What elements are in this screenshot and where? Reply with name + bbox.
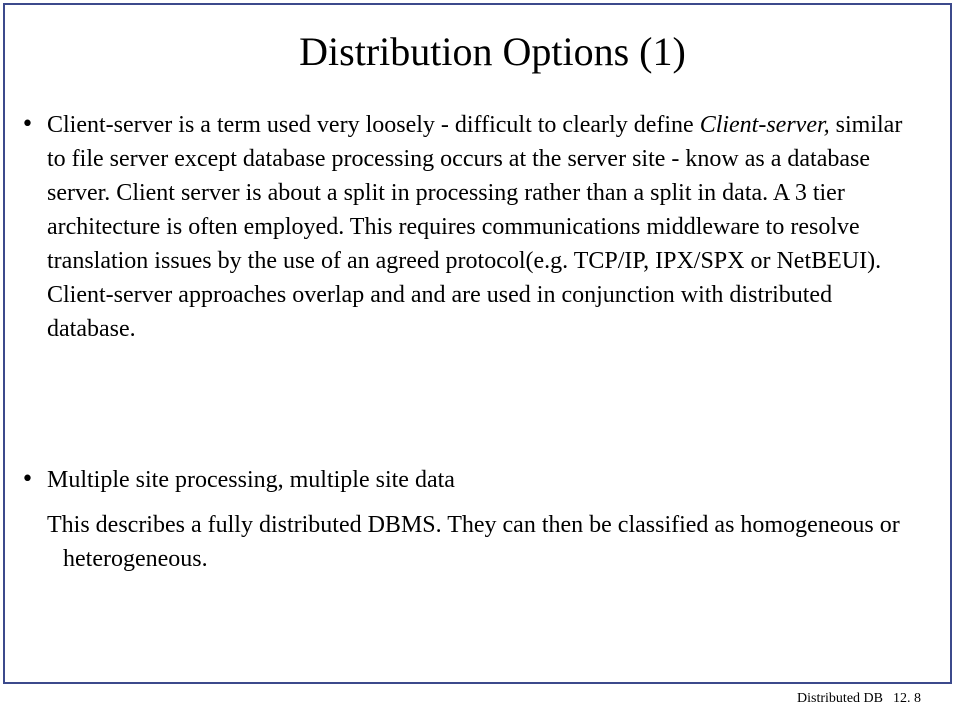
bullet-item-client-server <box>21 108 921 346</box>
page-number: 12. 8 <box>893 691 921 706</box>
bullet-icon: • <box>21 467 34 492</box>
bullet-text: Multiple site processing, multiple site data <box>47 467 455 493</box>
bullet-text-italic: Client-server, <box>699 112 830 138</box>
slide-title: Distribution Options (1) <box>299 29 686 74</box>
footer-label: Distributed DB <box>797 691 883 706</box>
bullet-icon: • <box>21 112 34 137</box>
bullet-item-multiple-site <box>21 463 921 497</box>
bullet-text <box>47 108 921 346</box>
bullet-text-lead: Client-server is a term used very loosely - difficult to clearly define <box>47 112 700 138</box>
bullet-text-rest: similar to file server except database processing occurs at the server site - know as a database server. Client server is about a split in processing rather than a split in data. A 3 tier architecture is often employed. This requires communications middleware to resolve translation issues by the use of an agreed protocol(e.g. TCP/IP, IPX/SPX or NetBEUI). Client-server approaches overlap and and are used in conjunction with distributed database. <box>47 112 903 342</box>
sub-paragraph: This describes a fully distributed DBMS. They can then be classified as homogeneous or heterogeneous. <box>47 512 900 572</box>
slide-footer <box>797 690 921 708</box>
